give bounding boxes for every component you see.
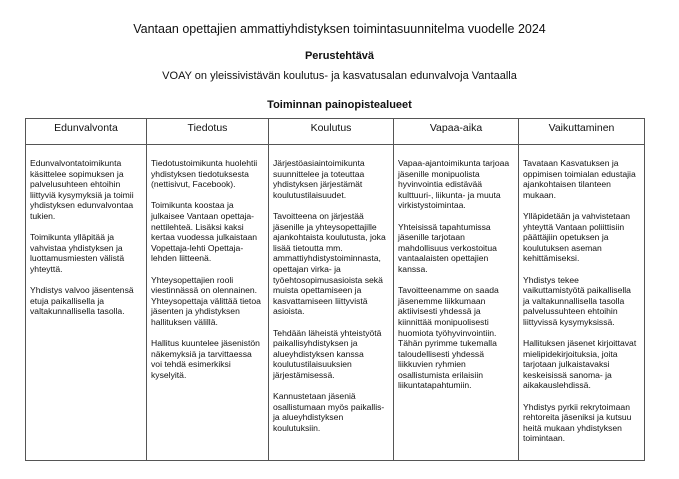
- paragraph: Tehdään läheistä yhteistyötä paikallisyhdistyksen ja alueyhdistyksen kanssa koulutustilaisuuksien järjestämisessä.: [273, 327, 382, 380]
- paragraph: Ylläpidetään ja vahvistetaan yhteyttä Vantaan poliittisiin päättäjiin opetuksen ja koulutuksen aseman kehittämiseksi.: [523, 210, 631, 264]
- paragraph: Tavataan Kasvatuksen ja oppimisen toimialan edustajia ajankohtaisen tilanteen mukaan.: [523, 158, 636, 200]
- table-header-row: [26, 119, 645, 145]
- paragraph: Yhdistys valvoo jäsentensä etuja paikallisella ja valtakunnallisella tasolla.: [30, 285, 134, 317]
- paragraph: Edunvalvontatoimikunta käsittelee sopimuksen ja palvelusuhteen ehtoihin liittyviä kysymyksiä ja toimii yhdistyksen edunvalvontaa tukien.: [30, 158, 134, 221]
- paragraph: Kannustetaan jäseniä osallistumaan myös paikallis- ja alueyhdistyksen koulutuksiin.: [273, 391, 385, 433]
- paragraph: Yhdistys pyrkii rekrytoimaan rehtoreita jäseniksi ja kutsuu heitä mukaan yhdistyksen toimintaan.: [523, 401, 632, 444]
- column-header: Edunvalvonta: [26, 119, 147, 145]
- paragraph: Yhteysopettajien rooli viestinnässä on olennainen. Yhteysopettaja välittää tietoa jäsenten ja yhdistyksen hallituksen välillä.: [151, 274, 261, 327]
- column-header: Koulutus: [269, 119, 394, 145]
- table-row: [26, 145, 645, 461]
- column-header: Vaikuttaminen: [519, 119, 645, 145]
- paragraph: Yhdistys tekee vaikuttamistyötä paikallisella ja valtakunnallisella tasolla palvelussuhteen ehtoihin liittyvissä kysymyksissä.: [523, 274, 631, 327]
- paragraph: Järjestöasiaintoimikunta suunnittelee ja toteuttaa yhdistyksen järjestämät koulutustilaisuudet.: [273, 158, 365, 200]
- section-heading-mission: Perustehtävä: [304, 50, 375, 62]
- paragraph: Toimikunta ylläpitää ja vahvistaa yhdistyksen ja luottamusmiesten välistä yhteyttä.: [30, 232, 125, 274]
- paragraph: Hallituksen jäsenet kirjoittavat mielipidekirjoituksia, joita tarjotaan julkaistavaksi keskeisissä sanoma- ja aikakauslehdissä.: [523, 338, 637, 391]
- paragraph: Yhteisissä tapahtumissa jäsenille tarjotaan mahdollisuus verkostoitua vantaalaisten opettajien kanssa.: [398, 221, 497, 274]
- paragraph: Tavoitteenamme on saada jäsenemme liikkumaan aktiivisesti yhdessä ja kiinnittää monipuolisesti huomiota työhyvinvointiin. Tähän pyrimme tukemalla taloudellisesti yhdessä liikkuvien ryhmien osallistumista erilaisiin liikuntatapahtumiin.: [398, 285, 499, 391]
- mission-statement: VOAY on yleissivistävän koulutus- ja kasvatusalan edunvalvoja Vantaalla: [162, 70, 517, 82]
- paragraph: Hallitus kuuntelee jäsenistön näkemyksiä ja tarvittaessa voi tehdä esimerkiksi kyselyitä.: [151, 338, 260, 380]
- section-heading-focus-areas: Toiminnan painopistealueet: [267, 99, 412, 111]
- column-header: Tiedotus: [147, 119, 269, 145]
- cell-edunvalvonta: [26, 145, 147, 461]
- cell-tiedotus: [147, 145, 269, 461]
- cell-koulutus: [269, 145, 394, 461]
- paragraph: Vapaa-ajantoimikunta tarjoaa jäsenille monipuolista hyvinvointia edistävää kulttuuri-, liikunta- ja muuta virkistystoimintaa.: [398, 158, 510, 211]
- column-header: Vapaa-aika: [394, 119, 519, 145]
- paragraph: Tiedotustoimikunta huolehtii yhdistyksen tiedotuksesta (nettisivut, Facebook).: [151, 158, 258, 190]
- cell-vaikuttaminen: [519, 145, 645, 461]
- paragraph: Toimikunta koostaa ja julkaisee Vantaan opettaja-nettilehteä. Lisäksi kaksi kertaa vuodessa julkaistaan Vopettaja-lehti Opettaja-lehden liitteenä.: [151, 200, 258, 264]
- paragraph: Tavoitteena on järjestää jäsenille ja yhteysopettajille ajankohtaista koulutusta, joka lisää tietoutta mm. ammattiyhdistystoiminnasta, opettajan virka- ja työehtosopimusasioista sekä muista opettamiseen ja kasvattamiseen liittyvistä asioista.: [273, 210, 386, 317]
- focus-areas-table: [25, 118, 645, 461]
- document-title: Vantaan opettajien ammattiyhdistyksen toimintasuunnitelma vuodelle 2024: [133, 22, 546, 36]
- cell-vapaa-aika: [394, 145, 519, 461]
